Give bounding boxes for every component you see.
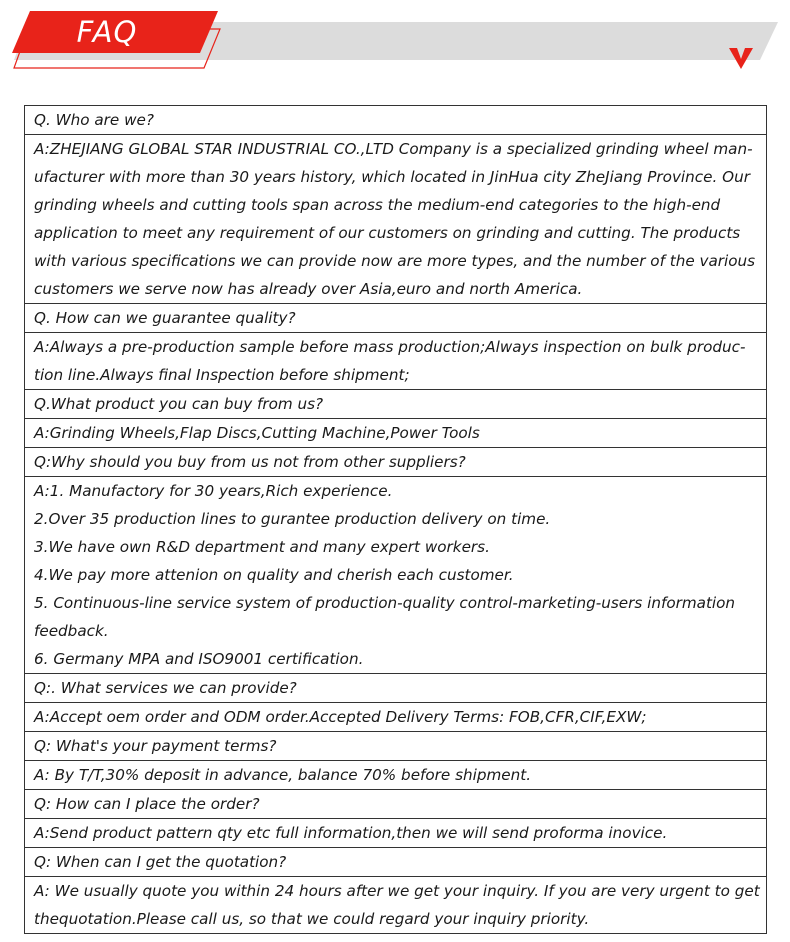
faq-answer-row xyxy=(25,818,766,847)
faq-question-row xyxy=(25,731,766,760)
question-text-line: Q:. What services we can provide? xyxy=(34,679,297,697)
faq-question-row xyxy=(25,789,766,818)
question-text-line: Q.What product you can buy from us? xyxy=(34,395,324,413)
faq-answer-row xyxy=(25,760,766,789)
page-title: FAQ xyxy=(76,15,138,49)
faq-answer-row xyxy=(25,418,766,447)
answer-text-line: A:Grinding Wheels,Flap Discs,Cutting Machine,Power Tools xyxy=(34,424,480,442)
faq-question-row xyxy=(25,303,766,332)
answer-text-line: A:Always a pre-production sample before mass production;Always inspection on bulk produc- xyxy=(34,338,746,356)
faq-header xyxy=(0,0,790,80)
question-text-line: Q. How can we guarantee quality? xyxy=(34,309,296,327)
faq-answer-row xyxy=(25,702,766,731)
faq-table xyxy=(24,105,767,934)
faq-answer-row xyxy=(25,876,766,933)
answer-text-line: 3.We have own R&D department and many expert workers. xyxy=(34,538,490,556)
answer-text-line: thequotation.Please call us, so that we could regard your inquiry priority. xyxy=(34,910,590,928)
answer-text-line: grinding wheels and cutting tools span across the medium-end categories to the high-end xyxy=(34,196,721,214)
faq-answer-row xyxy=(25,476,766,673)
answer-text-line: A:Send product pattern qty etc full information,then we will send proforma inovice. xyxy=(34,824,668,842)
question-text-line: Q. Who are we? xyxy=(34,111,154,129)
faq-question-row xyxy=(25,847,766,876)
answer-text-line: A: By T/T,30% deposit in advance, balance 70% before shipment. xyxy=(34,766,532,784)
faq-question-row xyxy=(25,389,766,418)
faq-answer-row xyxy=(25,134,766,303)
answer-text-line: with various specifications we can provide now are more types, and the number of the various xyxy=(34,252,756,270)
answer-text-line: 2.Over 35 production lines to gurantee production delivery on time. xyxy=(34,510,551,528)
answer-text-line: customers we serve now has already over Asia,euro and north America. xyxy=(34,280,583,298)
question-text-line: Q: How can I place the order? xyxy=(34,795,260,813)
answer-text-line: ufacturer with more than 30 years history, which located in JinHua city ZheJiang Province. Our xyxy=(34,168,750,186)
answer-text-line: A: We usually quote you within 24 hours after we get your inquiry. If you are very urgent to get xyxy=(34,882,760,900)
answer-text-line: 5. Continuous-line service system of production-quality control-marketing-users information xyxy=(34,594,736,612)
answer-text-line: application to meet any requirement of our customers on grinding and cutting. The products xyxy=(34,224,741,242)
answer-text-line: 4.We pay more attenion on quality and cherish each customer. xyxy=(34,566,514,584)
answer-text-line: A:1. Manufactory for 30 years,Rich experience. xyxy=(34,482,393,500)
faq-answer-row xyxy=(25,332,766,389)
question-text-line: Q: When can I get the quotation? xyxy=(34,853,287,871)
answer-text-line: A:Accept oem order and ODM order.Accepted Delivery Terms: FOB,CFR,CIF,EXW; xyxy=(34,708,647,726)
question-text-line: Q:Why should you buy from us not from other suppliers? xyxy=(34,453,466,471)
faq-question-row xyxy=(25,106,766,134)
answer-text-line: A:ZHEJIANG GLOBAL STAR INDUSTRIAL CO.,LTD Company is a specialized grinding wheel man- xyxy=(34,140,753,158)
faq-question-row xyxy=(25,447,766,476)
answer-text-line: 6. Germany MPA and ISO9001 certification. xyxy=(34,650,364,668)
answer-text-line: tion line.Always final Inspection before shipment; xyxy=(34,366,410,384)
answer-text-line: feedback. xyxy=(34,622,109,640)
faq-question-row xyxy=(25,673,766,702)
question-text-line: Q: What's your payment terms? xyxy=(34,737,277,755)
